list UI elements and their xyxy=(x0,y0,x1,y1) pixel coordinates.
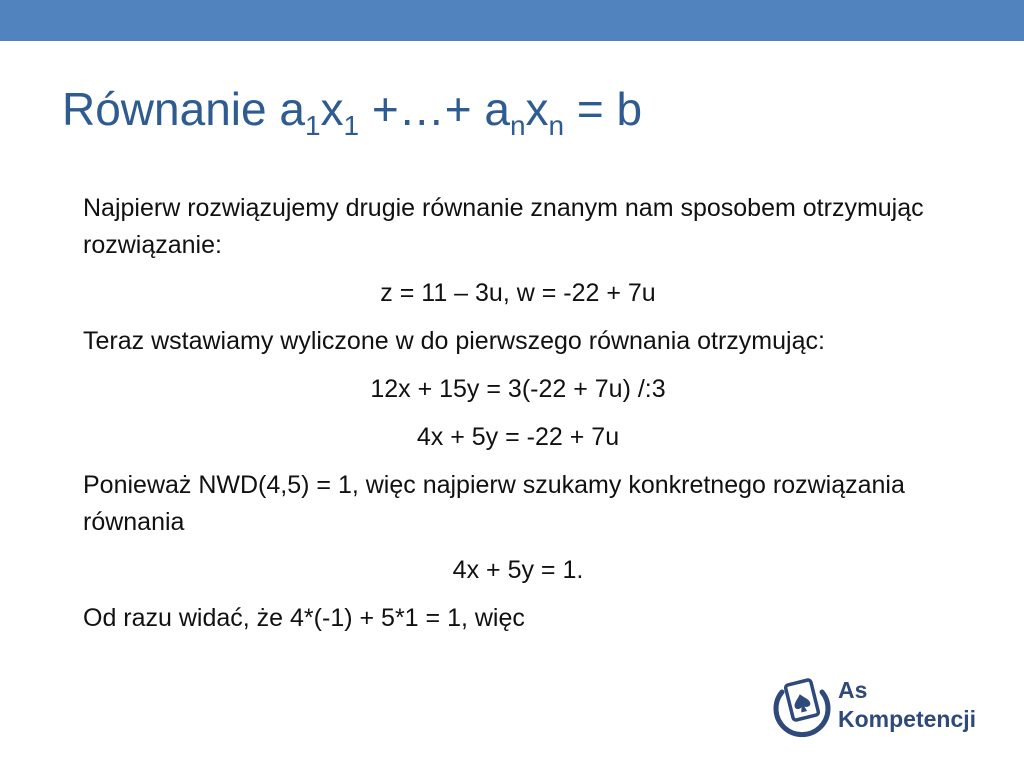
title-text: x xyxy=(525,83,549,135)
as-kompetencji-logo xyxy=(768,672,1003,744)
title-subscript: 1 xyxy=(343,110,360,141)
logo-line-2: Kompetencji xyxy=(838,706,977,732)
spade-card-icon xyxy=(768,672,836,740)
title-subscript: n xyxy=(509,110,526,141)
paragraph-4: Od razu widać, że 4*(-1) + 5*1 = 1, więc xyxy=(83,604,525,632)
equation-4: 4x + 5y = 1. xyxy=(452,556,584,584)
equation-3: 4x + 5y = -22 + 7u xyxy=(416,423,620,451)
paragraph-3: Ponieważ NWD(4,5) = 1, więc najpierw szukamy konkretnego rozwiązania równania xyxy=(83,471,905,536)
title-text: x xyxy=(320,83,344,135)
logo-line-1: As xyxy=(838,677,868,703)
equation-2: 12x + 15y = 3(-22 + 7u) /:3 xyxy=(370,375,666,403)
top-accent-bar xyxy=(0,0,1024,41)
title-subscript: 1 xyxy=(304,110,321,141)
equation-1: z = 11 – 3u, w = -22 + 7u xyxy=(380,279,656,307)
title-text: +…+ a xyxy=(359,83,510,135)
paragraph-2: Teraz wstawiamy wyliczone w do pierwszego równania otrzymując: xyxy=(83,327,825,355)
title-subscript: n xyxy=(548,110,565,141)
paragraph-1: Najpierw rozwiązujemy drugie równanie znanym nam sposobem otrzymując rozwiązanie: xyxy=(83,194,924,259)
slide-body xyxy=(83,190,953,648)
title-text: Równanie a xyxy=(62,83,305,135)
slide-title xyxy=(62,83,643,141)
title-text: = b xyxy=(564,83,643,135)
logo-text xyxy=(838,676,976,734)
